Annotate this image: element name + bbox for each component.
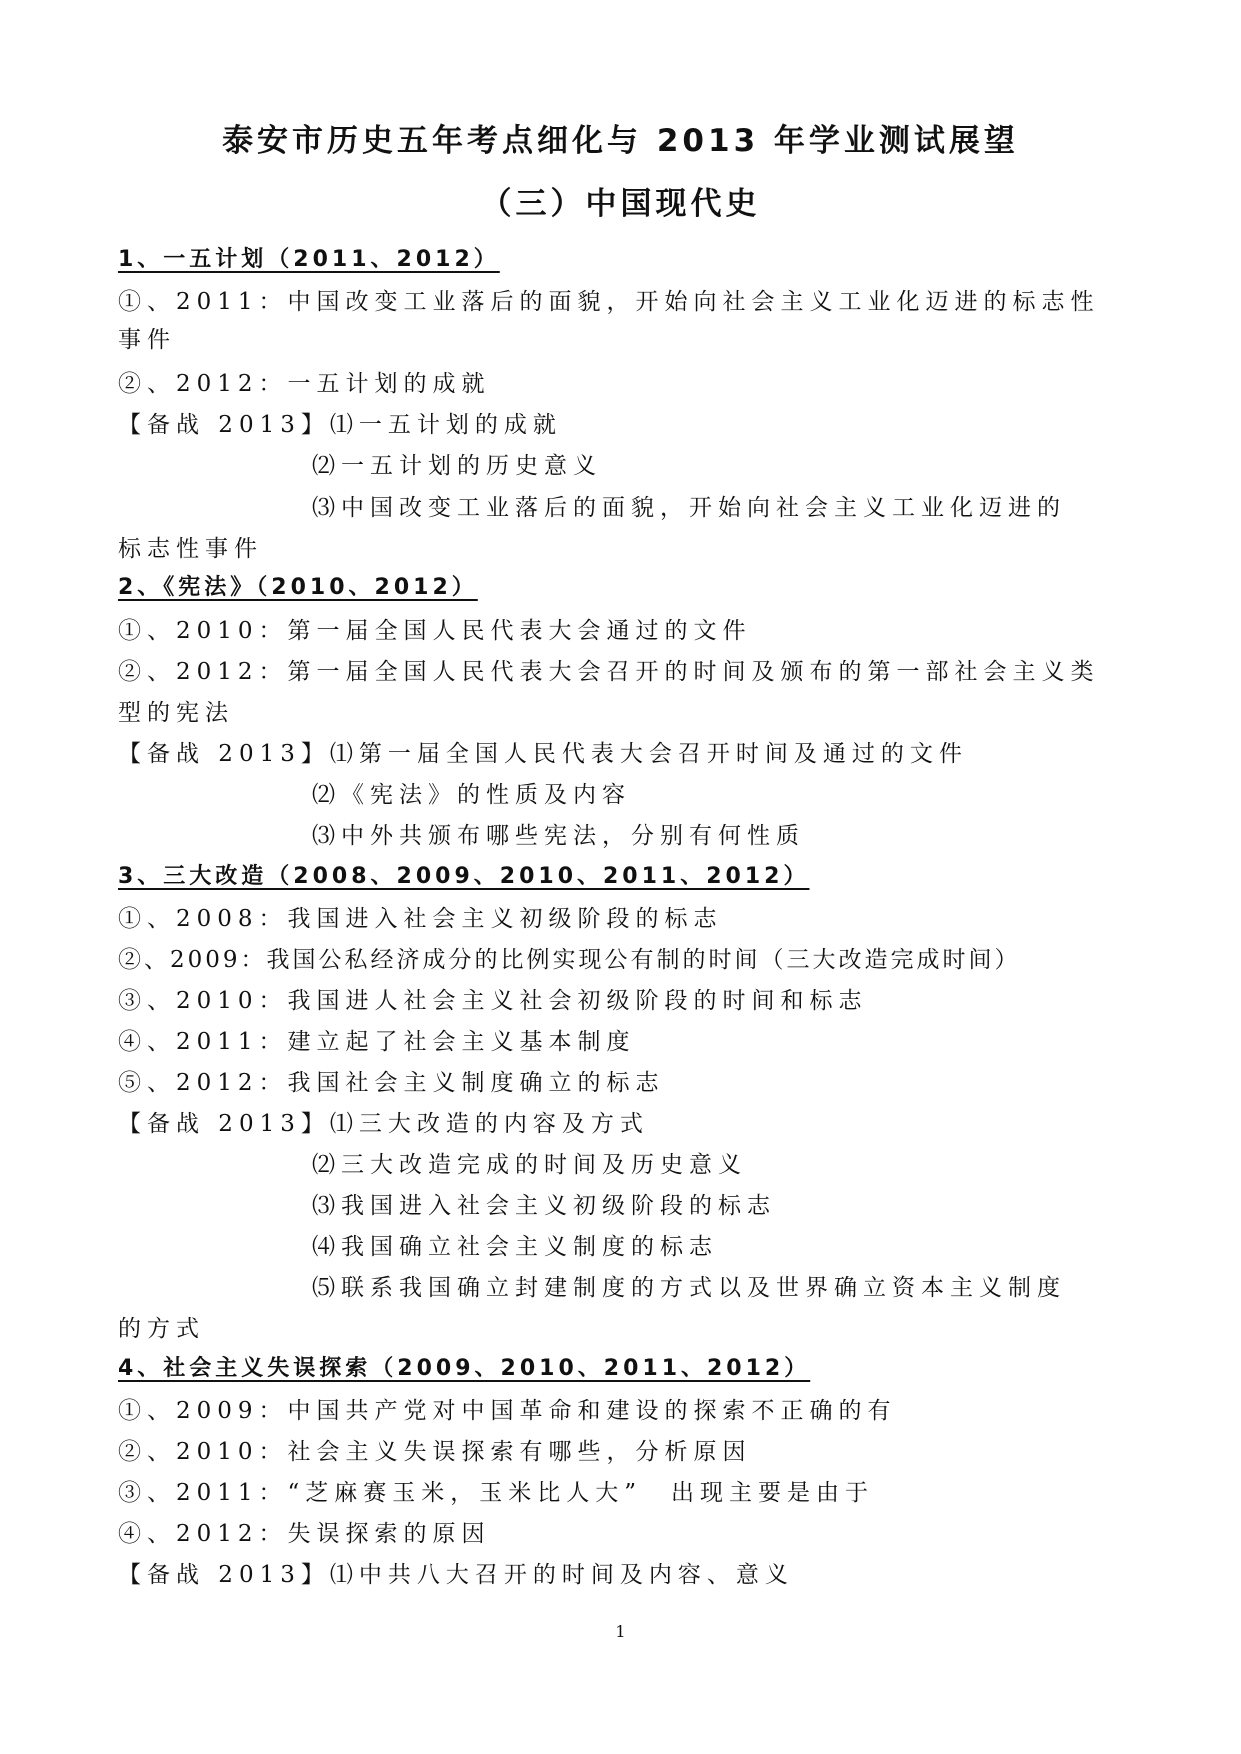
text-line: ④、2012：失误探索的原因 (118, 1521, 491, 1547)
text-line: ⑶我国进入社会主义初级阶段的标志 (312, 1193, 776, 1219)
text-line: ③、2010：我国进人社会主义社会初级阶段的时间和标志 (118, 988, 868, 1014)
text-line: ①、2008：我国进入社会主义初级阶段的标志 (118, 906, 723, 932)
text-line: 事件 (118, 327, 176, 353)
page-number: 1 (615, 1622, 626, 1641)
text-line: ②、2010：社会主义失误探索有哪些，分析原因 (118, 1439, 752, 1465)
section-heading: 2、《宪法》（2010、2012） (118, 575, 478, 600)
text-line: ⑸联系我国确立封建制度的方式以及世界确立资本主义制度 (312, 1275, 1066, 1301)
text-line: ⑶中外共颁布哪些宪法，分别有何性质 (312, 823, 805, 849)
text-line: ⑵《宪法》的性质及内容 (312, 782, 631, 808)
text-line: ①、2010：第一届全国人民代表大会通过的文件 (118, 618, 752, 644)
text-line: ②、2012：一五计划的成就 (118, 371, 491, 397)
text-line: ②、2012：第一届全国人民代表大会召开的时间及颁布的第一部社会主义类 (118, 659, 1100, 685)
section-heading: 3、三大改造（2008、2009、2010、2011、2012） (118, 864, 810, 889)
text-line: 【备战 2013】⑴第一届全国人民代表大会召开时间及通过的文件 (118, 741, 968, 767)
text-line: ①、2009：中国共产党对中国革命和建设的探索不正确的有 (118, 1398, 897, 1424)
text-line: 的方式 (118, 1316, 205, 1342)
text-line: 标志性事件 (118, 536, 263, 562)
text-line: ⑵一五计划的历史意义 (312, 453, 602, 479)
text-line: 型的宪法 (118, 700, 234, 726)
section-heading: 1、一五计划（2011、2012） (118, 247, 500, 272)
text-line: ①、2011：中国改变工业落后的面貌，开始向社会主义工业化迈进的标志性 (118, 289, 1100, 315)
document-subtitle: （三）中国现代史 (480, 186, 761, 222)
text-line: ②、2009：我国公私经济成分的比例实现公有制的时间（三大改造完成时间） (118, 947, 1021, 973)
text-line: ⑷我国确立社会主义制度的标志 (312, 1234, 718, 1260)
text-line: ③、2011：“芝麻赛玉米，玉米比人大” 出现主要是由于 (118, 1480, 875, 1506)
text-line: ④、2011：建立起了社会主义基本制度 (118, 1029, 636, 1055)
text-line: 【备战 2013】⑴中共八大召开的时间及内容、意义 (118, 1562, 794, 1588)
text-line: 【备战 2013】⑴一五计划的成就 (118, 412, 562, 438)
text-line: 【备战 2013】⑴三大改造的内容及方式 (118, 1111, 649, 1137)
section-heading: 4、社会主义失误探索（2009、2010、2011、2012） (118, 1356, 811, 1381)
text-line: ⑵三大改造完成的时间及历史意义 (312, 1152, 747, 1178)
text-line: ⑤、2012：我国社会主义制度确立的标志 (118, 1070, 665, 1096)
document-title: 泰安市历史五年考点细化与 2013 年学业测试展望 (222, 123, 1019, 159)
text-line: ⑶中国改变工业落后的面貌，开始向社会主义工业化迈进的 (312, 495, 1066, 521)
